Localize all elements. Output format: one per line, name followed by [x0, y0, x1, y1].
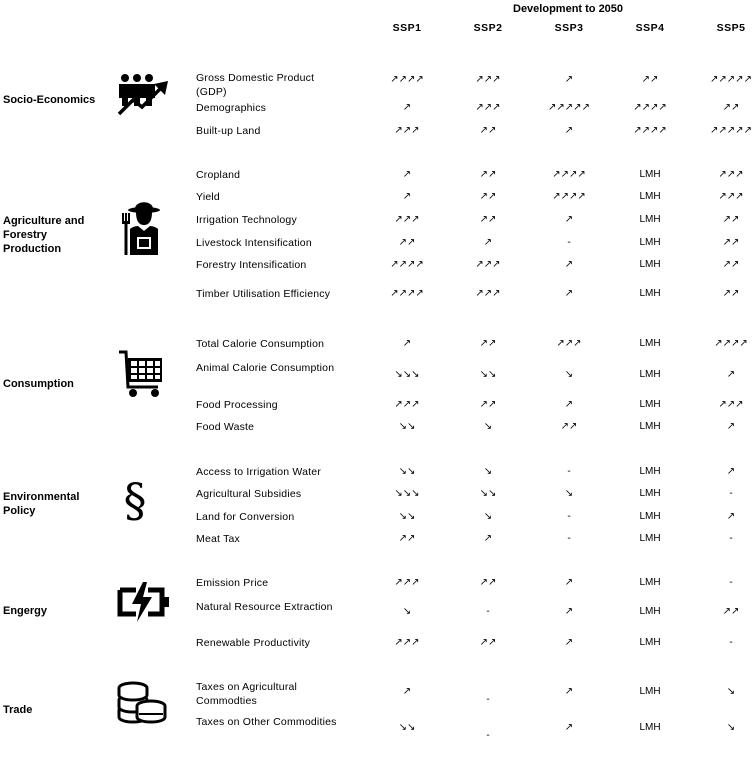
cell-ssp2: ↗ — [483, 533, 493, 544]
cell-ssp3: ↗ — [564, 399, 574, 410]
cell-ssp4: LMH — [639, 421, 661, 432]
row-label: Yield — [196, 191, 220, 203]
cell-ssp5: ↗↗ — [722, 102, 740, 113]
cell-ssp1: ↗↗↗ — [394, 125, 420, 136]
cell-ssp4: LMH — [639, 488, 661, 499]
cell-ssp1: ↗ — [402, 686, 412, 697]
cell-ssp1: ↘↘ — [398, 421, 416, 432]
cell-ssp3: ↗↗↗↗ — [552, 169, 586, 180]
cell-ssp2: ↗↗ — [479, 637, 497, 648]
cell-ssp1: ↗↗↗↗ — [390, 259, 424, 270]
cell-ssp4: ↗↗ — [641, 74, 659, 85]
row-label: Taxes on Agricultural Commodties — [196, 681, 298, 707]
cell-ssp4: LMH — [639, 637, 661, 648]
cell-ssp5: ↗ — [726, 369, 736, 380]
cell-ssp5: ↗↗ — [722, 237, 740, 248]
cell-ssp5: ↗↗ — [722, 259, 740, 270]
cell-ssp2: ↗↗ — [479, 169, 497, 180]
cell-ssp4: LMH — [639, 288, 661, 299]
cell-ssp1: ↗ — [402, 102, 412, 113]
column-header-ssp5: SSP5 — [716, 22, 746, 34]
people-growth-icon — [116, 72, 172, 118]
cell-ssp2: ↗↗ — [479, 191, 497, 202]
cell-ssp3: ↘ — [564, 369, 574, 380]
row-label: Food Waste — [196, 421, 255, 433]
cell-ssp4: ↗↗↗↗ — [633, 125, 667, 136]
cell-ssp4: LMH — [639, 169, 661, 180]
cell-ssp4: LMH — [639, 466, 661, 477]
shopping-cart-icon — [118, 349, 164, 399]
category-label: Consumption — [3, 378, 74, 390]
cell-ssp3: ↗ — [564, 125, 574, 136]
battery-charging-icon — [116, 582, 170, 622]
row-label: Access to Irrigation Water — [196, 466, 322, 478]
row-label: Livestock Intensification — [196, 237, 312, 249]
cell-ssp4: LMH — [639, 533, 661, 544]
row-label: Meat Tax — [196, 533, 241, 545]
cell-ssp1: ↗ — [402, 169, 412, 180]
cell-ssp2: ↘↘ — [479, 369, 497, 380]
cell-ssp2: ↗↗ — [479, 214, 497, 225]
cell-ssp2: - — [486, 606, 490, 617]
cell-ssp4: LMH — [639, 237, 661, 248]
cell-ssp2: ↘↘ — [479, 488, 497, 499]
cell-ssp1: ↘↘ — [398, 722, 416, 733]
cell-ssp1: ↘↘↘ — [394, 488, 420, 499]
cell-ssp3: ↗ — [564, 74, 574, 85]
cell-ssp4: LMH — [639, 369, 661, 380]
cell-ssp3: ↗↗ — [560, 421, 578, 432]
cell-ssp2: ↗↗↗ — [475, 288, 501, 299]
row-label: Cropland — [196, 169, 241, 181]
row-label: Land for Conversion — [196, 511, 295, 523]
cell-ssp3: ↗↗↗ — [556, 338, 582, 349]
row-label: Agricultural Subsidies — [196, 488, 302, 500]
cell-ssp1: ↗↗↗ — [394, 637, 420, 648]
cell-ssp2: ↘ — [483, 421, 493, 432]
cell-ssp3: - — [567, 237, 571, 248]
cell-ssp2: - — [486, 730, 490, 741]
cell-ssp1: ↗ — [402, 191, 412, 202]
cell-ssp3: ↗ — [564, 577, 574, 588]
row-label: Emission Price — [196, 577, 269, 589]
cell-ssp5: ↘ — [726, 722, 736, 733]
cell-ssp5: - — [729, 488, 733, 499]
svg-text:§: § — [123, 476, 147, 526]
table-title: Development to 2050 — [513, 3, 624, 15]
cell-ssp5: ↗↗ — [722, 606, 740, 617]
cell-ssp2: - — [486, 694, 490, 705]
category-label: Trade — [3, 704, 33, 716]
cell-ssp2: ↗↗↗ — [475, 102, 501, 113]
cell-ssp1: ↘↘↘ — [394, 369, 420, 380]
cell-ssp4: LMH — [639, 511, 661, 522]
cell-ssp5: ↗↗ — [722, 214, 740, 225]
cell-ssp1: ↗ — [402, 338, 412, 349]
cell-ssp5: ↗ — [726, 511, 736, 522]
cell-ssp5: ↗↗↗ — [718, 191, 744, 202]
cell-ssp1: ↗↗↗ — [394, 214, 420, 225]
category-label: Agriculture and Forestry Production — [3, 215, 85, 255]
cell-ssp1: ↘↘ — [398, 466, 416, 477]
cell-ssp4: LMH — [639, 606, 661, 617]
row-label: Gross Domestic Product (GDP) — [196, 72, 315, 98]
category-label: Engergy — [3, 605, 48, 617]
cell-ssp4: LMH — [639, 722, 661, 733]
cell-ssp3: ↗ — [564, 722, 574, 733]
cell-ssp1: ↗↗↗ — [394, 399, 420, 410]
coins-icon — [116, 680, 168, 724]
row-label: Irrigation Technology — [196, 214, 297, 226]
cell-ssp5: - — [729, 637, 733, 648]
cell-ssp5: ↗↗↗ — [718, 399, 744, 410]
cell-ssp5: ↗↗↗↗↗ — [710, 74, 752, 85]
row-label: Built-up Land — [196, 125, 261, 137]
cell-ssp4: LMH — [639, 577, 661, 588]
section-sign-icon — [122, 476, 148, 526]
column-header-ssp4: SSP4 — [635, 22, 665, 34]
cell-ssp2: ↗↗ — [479, 125, 497, 136]
cell-ssp3: ↗ — [564, 637, 574, 648]
cell-ssp2: ↘ — [483, 511, 493, 522]
column-header-ssp1: SSP1 — [392, 22, 422, 34]
cell-ssp3: ↗↗↗↗↗ — [548, 102, 590, 113]
cell-ssp5: - — [729, 577, 733, 588]
category-label: Socio-Economics — [3, 94, 96, 106]
column-header-ssp2: SSP2 — [473, 22, 503, 34]
cell-ssp3: ↗ — [564, 259, 574, 270]
cell-ssp4: LMH — [639, 191, 661, 202]
cell-ssp5: - — [729, 533, 733, 544]
row-label: Animal Calorie Consumption — [196, 362, 335, 374]
cell-ssp5: ↗↗↗ — [718, 169, 744, 180]
cell-ssp2: ↗ — [483, 237, 493, 248]
column-header-ssp3: SSP3 — [554, 22, 584, 34]
category-label: Environmental Policy — [3, 491, 80, 517]
cell-ssp1: ↗↗↗↗ — [390, 74, 424, 85]
farmer-icon — [120, 199, 164, 255]
cell-ssp1: ↘ — [402, 606, 412, 617]
cell-ssp5: ↗↗↗↗↗ — [710, 125, 752, 136]
cell-ssp5: ↗↗↗↗ — [714, 338, 748, 349]
cell-ssp1: ↗↗↗ — [394, 577, 420, 588]
row-label: Natural Resource Extraction — [196, 601, 333, 613]
cell-ssp3: ↗ — [564, 288, 574, 299]
cell-ssp2: ↗↗↗ — [475, 74, 501, 85]
row-label: Demographics — [196, 102, 267, 114]
cell-ssp2: ↗↗ — [479, 577, 497, 588]
cell-ssp4: LMH — [639, 399, 661, 410]
cell-ssp5: ↘ — [726, 686, 736, 697]
row-label: Taxes on Other Commodities — [196, 716, 337, 728]
cell-ssp3: ↗ — [564, 686, 574, 697]
cell-ssp1: ↗↗ — [398, 237, 416, 248]
cell-ssp5: ↗ — [726, 421, 736, 432]
cell-ssp2: ↘ — [483, 466, 493, 477]
row-label: Timber Utilisation Efficiency — [196, 288, 331, 300]
cell-ssp2: ↗↗ — [479, 399, 497, 410]
cell-ssp4: ↗↗↗↗ — [633, 102, 667, 113]
cell-ssp5: ↗↗ — [722, 288, 740, 299]
cell-ssp3: - — [567, 466, 571, 477]
cell-ssp4: LMH — [639, 338, 661, 349]
cell-ssp3: - — [567, 533, 571, 544]
row-label: Renewable Productivity — [196, 637, 311, 649]
cell-ssp4: LMH — [639, 686, 661, 697]
row-label: Total Calorie Consumption — [196, 338, 325, 350]
cell-ssp4: LMH — [639, 259, 661, 270]
cell-ssp3: ↗ — [564, 214, 574, 225]
cell-ssp4: LMH — [639, 214, 661, 225]
cell-ssp1: ↘↘ — [398, 511, 416, 522]
cell-ssp3: ↗↗↗↗ — [552, 191, 586, 202]
row-label: Food Processing — [196, 399, 278, 411]
cell-ssp5: ↗ — [726, 466, 736, 477]
cell-ssp1: ↗↗ — [398, 533, 416, 544]
cell-ssp2: ↗↗↗ — [475, 259, 501, 270]
cell-ssp2: ↗↗ — [479, 338, 497, 349]
row-label: Forestry Intensification — [196, 259, 307, 271]
cell-ssp3: - — [567, 511, 571, 522]
cell-ssp1: ↗↗↗↗ — [390, 288, 424, 299]
cell-ssp3: ↗ — [564, 606, 574, 617]
cell-ssp3: ↘ — [564, 488, 574, 499]
